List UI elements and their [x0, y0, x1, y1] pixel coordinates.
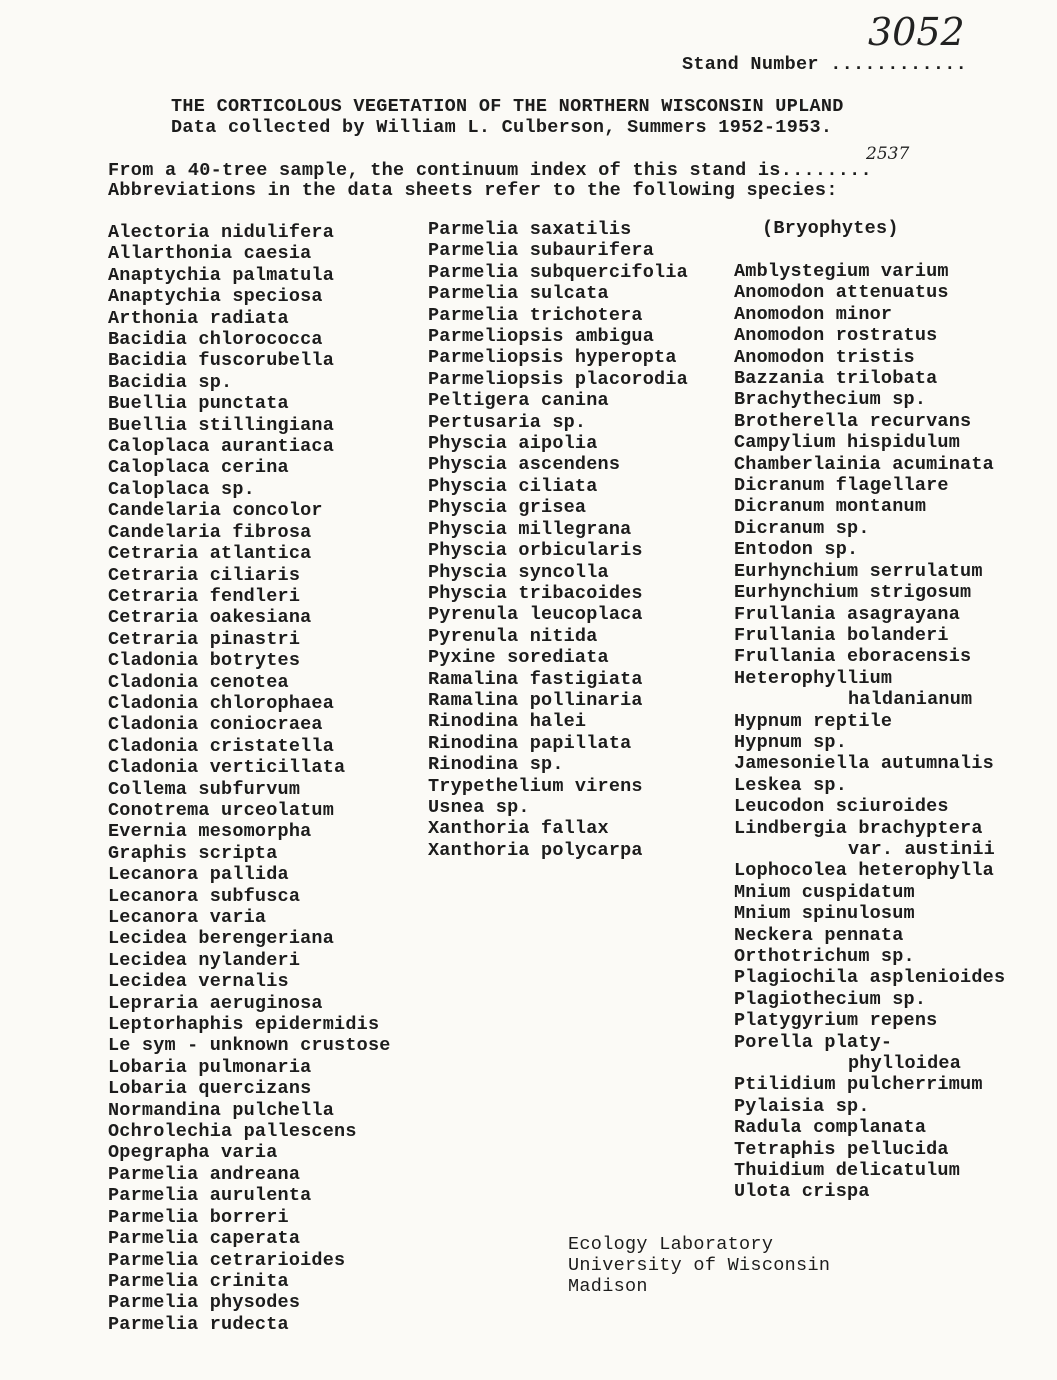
species-entry: Xanthoria fallax [428, 818, 609, 840]
species-entry: var. austinii [848, 838, 995, 860]
species-entry: Physcia ascendens [428, 454, 621, 476]
species-entry: Plagiothecium sp. [734, 988, 927, 1010]
species-entry: Leptorhaphis epidermidis [108, 1014, 380, 1036]
species-entry: Opegrapha varia [108, 1142, 278, 1164]
species-entry: Lecanora varia [108, 907, 267, 928]
species-entry: Cetraria fendleri [108, 585, 301, 607]
species-entry: Hypnum sp. [734, 731, 848, 753]
species-entry: Cetraria atlantica [108, 543, 312, 565]
species-entry: Rinodina halei [428, 711, 587, 733]
species-entry: Parmelia subaurifera [428, 240, 655, 262]
species-entry: Lindbergia brachyptera [734, 817, 983, 839]
species-entry: Heterophyllium [734, 667, 893, 689]
species-entry: Dicranum flagellare [734, 475, 949, 497]
species-entry: Alectoria nidulifera [108, 222, 335, 243]
species-entry: Physcia ciliata [428, 475, 598, 497]
species-entry: Parmelia cetrarioides [108, 1249, 346, 1271]
species-entry: Anomodon attenuatus [734, 282, 949, 304]
species-entry: Parmelia subquercifolia [428, 261, 688, 283]
species-entry: Porella platy- [734, 1031, 893, 1053]
species-entry: Orthotrichum sp. [734, 946, 915, 967]
species-entry: Anomodon tristis [734, 346, 915, 368]
species-entry: Arthonia radiata [108, 307, 289, 329]
species-entry: Candelaria concolor [108, 500, 323, 522]
species-entry: Campylium hispidulum [734, 432, 961, 454]
species-entry: Frullania eboracensis [734, 646, 972, 668]
species-entry: Cladonia verticillata [108, 757, 346, 779]
species-entry: Buellia punctata [108, 393, 289, 415]
species-entry: Lepraria aeruginosa [108, 992, 323, 1014]
species-entry: Lophocolea heterophylla [734, 860, 994, 882]
bryophytes-heading: (Bryophytes) [762, 218, 899, 239]
handwritten-index-value: 2537 [866, 144, 910, 164]
species-entry: Peltigera canina [428, 390, 609, 412]
footer-line-2: University of Wisconsin [568, 1255, 831, 1276]
species-entry: Lecidea vernalis [108, 971, 289, 993]
species-entry: Ptilidium pulcherrimum [734, 1074, 983, 1096]
species-entry: Lecanora pallida [108, 864, 289, 886]
species-entry: Lecanora subfusca [108, 885, 301, 907]
species-entry: Pyxine sorediata [428, 647, 609, 669]
species-entry: Anaptychia speciosa [108, 286, 323, 308]
species-entry: Le sym - unknown crustose [108, 1035, 391, 1057]
species-entry: Lecidea berengeriana [108, 928, 335, 950]
species-entry: Evernia mesomorpha [108, 821, 312, 843]
species-entry: Normandina pulchella [108, 1099, 335, 1121]
species-entry: Pertusaria sp. [428, 411, 587, 433]
species-entry: Physcia millegrana [428, 518, 632, 540]
species-entry: Parmelia saxatilis [428, 219, 632, 240]
species-entry: Pyrenula nitida [428, 625, 598, 647]
species-entry: Parmelia trichotera [428, 304, 643, 326]
species-entry: Entodon sp. [734, 539, 859, 561]
species-entry: Parmelia aurulenta [108, 1185, 312, 1207]
species-entry: Cetraria oakesiana [108, 607, 312, 629]
species-entry: Allarthonia caesia [108, 243, 312, 265]
intro-line-2: Abbreviations in the data sheets refer to the following species: [108, 180, 838, 201]
intro-line-1: From a 40-tree sample, the continuum index of this stand is........ [108, 160, 872, 181]
species-entry: Candelaria fibrosa [108, 521, 312, 543]
species-entry: Caloplaca cerina [108, 457, 289, 479]
species-entry: haldanianum [848, 689, 973, 711]
species-entry: Ochrolechia pallescens [108, 1121, 357, 1143]
species-entry: Brotherella recurvans [734, 410, 972, 432]
species-entry: Parmelia crinita [108, 1270, 289, 1292]
species-entry: Parmelia sulcata [428, 283, 609, 305]
species-entry: Cladonia botrytes [108, 650, 301, 672]
species-entry: Tetraphis pellucida [734, 1138, 949, 1160]
species-entry: Cetraria pinastri [108, 628, 301, 650]
species-entry: Xanthoria polycarpa [428, 839, 643, 861]
species-entry: Neckera pennata [734, 924, 904, 946]
species-entry: Cladonia chlorophaea [108, 692, 335, 714]
species-entry: Parmelia caperata [108, 1228, 301, 1250]
species-entry: Caloplaca sp. [108, 478, 255, 500]
species-entry: Parmelia andreana [108, 1163, 301, 1185]
species-entry: Physcia aipolia [428, 433, 598, 455]
species-entry: Lobaria pulmonaria [108, 1056, 312, 1078]
species-entry: Chamberlainia acuminata [734, 453, 994, 475]
species-entry: Collema subfurvum [108, 778, 301, 800]
species-entry: Physcia orbicularis [428, 540, 643, 562]
species-entry: Frullania asagrayana [734, 603, 961, 625]
species-entry: Leskea sp. [734, 774, 848, 796]
footer-line-3: Madison [568, 1276, 648, 1297]
species-entry: Ramalina fastigiata [428, 668, 643, 690]
species-column-lichens-b [428, 219, 688, 861]
species-entry: Rinodina sp. [428, 754, 564, 776]
stand-number-label: Stand Number ............ [682, 54, 968, 75]
species-entry: Eurhynchium strigosum [734, 582, 972, 604]
species-entry: Platygyrium repens [734, 1010, 938, 1032]
species-entry: Jamesoniella autumnalis [734, 753, 994, 775]
species-entry: Eurhynchium serrulatum [734, 560, 983, 582]
species-entry: Brachythecium sp. [734, 389, 927, 411]
species-entry: Lobaria quercizans [108, 1078, 312, 1100]
species-entry: Cladonia cenotea [108, 671, 289, 693]
species-entry: Bacidia fuscorubella [108, 350, 335, 372]
footer-line-1: Ecology Laboratory [568, 1234, 774, 1255]
species-entry: Bacidia sp. [108, 371, 233, 393]
species-entry: Parmelia rudecta [108, 1313, 289, 1335]
species-entry: Usnea sp. [428, 796, 530, 818]
species-entry: Ulota crispa [734, 1181, 870, 1203]
species-entry: Graphis scripta [108, 842, 278, 864]
species-entry: Pyrenula leucoplaca [428, 604, 643, 626]
species-entry: Hypnum reptile [734, 710, 893, 732]
species-entry: Leucodon sciuroides [734, 796, 949, 818]
species-entry: Frullania bolanderi [734, 624, 949, 646]
species-entry: Anomodon rostratus [734, 325, 938, 347]
species-entry: Cladonia coniocraea [108, 714, 323, 736]
species-entry: Buellia stillingiana [108, 414, 335, 436]
handwritten-stand-id: 3052 [868, 10, 965, 54]
species-entry: Parmeliopsis hyperopta [428, 347, 677, 369]
species-entry: Parmelia physodes [108, 1292, 301, 1314]
species-entry: Thuidium delicatulum [734, 1160, 961, 1182]
species-entry: Parmeliopsis ambigua [428, 326, 655, 348]
species-entry: Physcia tribacoides [428, 582, 643, 604]
species-entry: Dicranum montanum [734, 496, 927, 518]
species-entry: Rinodina papillata [428, 732, 632, 754]
species-entry: Physcia syncolla [428, 561, 609, 583]
species-entry: Mnium spinulosum [734, 903, 915, 925]
species-entry: Radula complanata [734, 1117, 927, 1139]
species-entry: Plagiochila asplenioides [734, 967, 1006, 989]
species-entry: Physcia grisea [428, 497, 587, 519]
species-entry: Cetraria ciliaris [108, 564, 301, 586]
species-entry: Trypethelium virens [428, 775, 643, 797]
species-entry: phylloidea [848, 1053, 962, 1075]
species-entry: Pylaisia sp. [734, 1095, 870, 1117]
species-entry: Cladonia cristatella [108, 735, 335, 757]
species-entry: Lecidea nylanderi [108, 949, 301, 971]
species-entry: Anaptychia palmatula [108, 264, 335, 286]
species-entry: Mnium cuspidatum [734, 881, 915, 903]
species-entry: Parmelia borreri [108, 1206, 289, 1228]
species-entry: Caloplaca aurantiaca [108, 436, 335, 458]
species-entry: Bazzania trilobata [734, 368, 938, 390]
document-subtitle: Data collected by William L. Culberson, Summers 1952-1953. [171, 117, 833, 138]
species-entry: Parmeliopsis placorodia [428, 368, 688, 390]
species-entry: Dicranum sp. [734, 517, 870, 539]
species-entry: Anomodon minor [734, 303, 893, 325]
species-entry: Conotrema urceolatum [108, 799, 335, 821]
species-column-lichens-a [108, 222, 391, 1335]
species-entry: Ramalina pollinaria [428, 689, 643, 711]
document-title: THE CORTICOLOUS VEGETATION OF THE NORTHERN WISCONSIN UPLAND [171, 96, 844, 117]
species-column-bryophytes [734, 261, 1005, 1203]
species-entry: Bacidia chlorococca [108, 329, 323, 351]
species-entry: Amblystegium varium [734, 261, 949, 282]
